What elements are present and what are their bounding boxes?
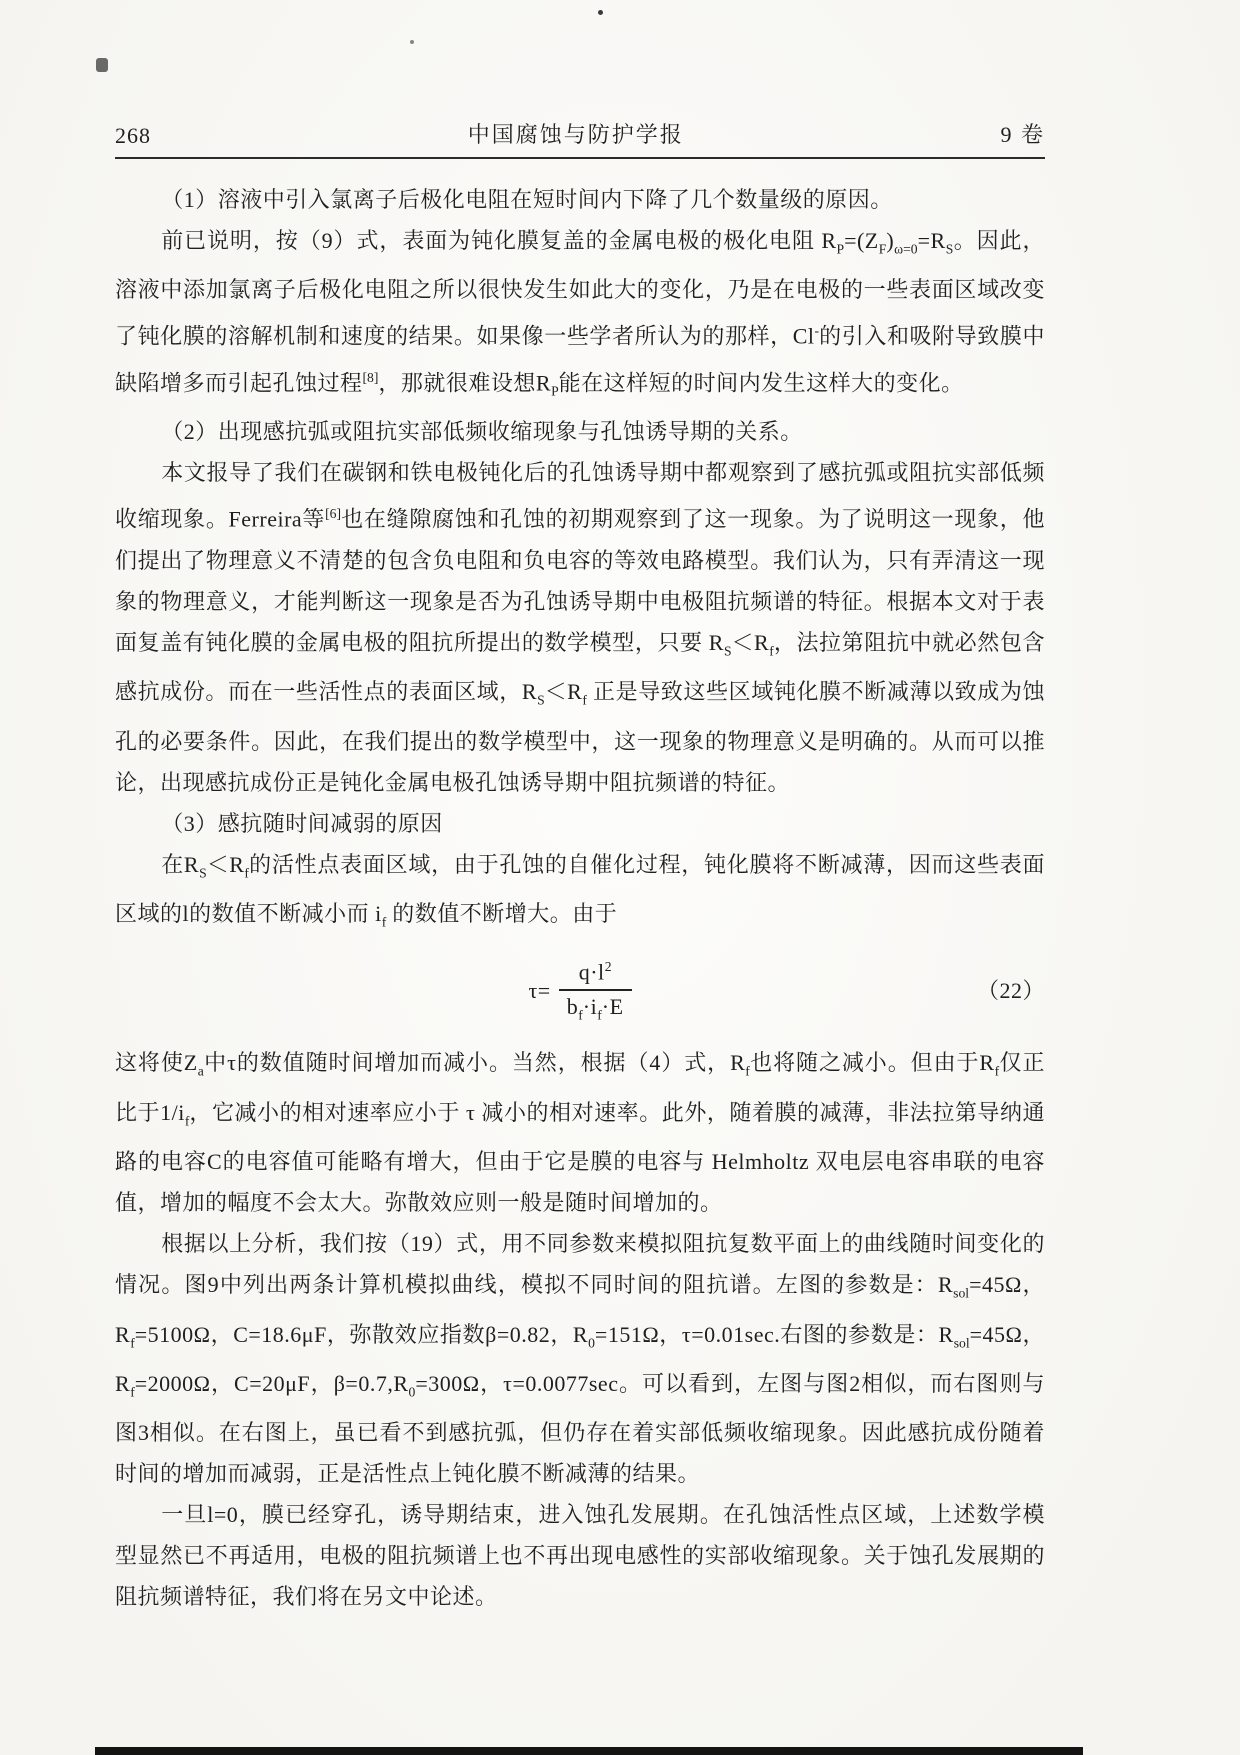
- equation-fraction: [559, 959, 632, 1023]
- scan-speck: [410, 40, 414, 44]
- paragraph: 本文报导了我们在碳钢和铁电极钝化后的孔蚀诱导期中都观察到了感抗弧或阻抗实部低频收缩现象。Ferreira等[6]也在缝隙腐蚀和孔蚀的初期观察到了这一现象。为了说明这一现象，他们提出了物理意义不清楚的包含负电阻和负电容的等效电路模型。我们认为，只有弄清这一现象的物理意义，才能判断这一现象是否为孔蚀诱导期中电极阻抗频谱的特征。根据本文对于表面复盖有钝化膜的金属电极的阻抗所提出的数学模型，只要 $R_S<R_f$，法拉第阻抗中就必然包含感抗成份。而在一些活性点的表面区域，$R_S<R_f$ 正是导致这些区域钝化膜不断减薄以致成为蚀孔的必要条件。因此，在我们提出的数学模型中，这一现象的物理意义是明确的。从而可以推论，出现感抗成份正是钝化金属电极孔蚀诱导期中阻抗频谱的特征。: [115, 460, 1045, 795]
- paragraph: （1）溶液中引入氯离子后极化电阻在短时间内下降了几个数量级的原因。: [161, 187, 893, 212]
- paragraph: 一旦l=0，膜已经穿孔，诱导期结束，进入蚀孔发展期。在孔蚀活性点区域，上述数学模型显然已不再适用，电极的阻抗频谱上也不再出现电感性的实部收缩现象。关于蚀孔发展期的阻抗频谱特征，我们将在另文中论述。: [115, 1502, 1045, 1610]
- equation-lhs: τ=: [528, 978, 551, 1004]
- article-body: [115, 179, 1045, 1617]
- equation-denominator: $b_f\cdot i_f\cdot E$: [566, 993, 624, 1023]
- paragraph: 前已说明，按（9）式，表面为钝化膜复盖的金属电极的极化电阻 $R_P=(Z_F)_{\omega=0}=R_S$。因此，溶液中添加氯离子后极化电阻之所以很快发生如此大的变化，乃是在电极的一些表面区域改变了钝化膜的溶解机制和速度的结果。如果像一些学者所认为的那样，Cl-的引入和吸附导致膜中缺陷增多而引起孔蚀过程[8]，那就很难设想$R_P$能在这样短的时间内发生这样大的变化。: [115, 228, 1045, 399]
- paragraph: 在$R_S<R_f$的活性点表面区域，由于孔蚀的自催化过程，钝化膜将不断减薄，因而这些表面区域的l的数值不断减小而 $i_f$ 的数值不断增大。由于: [115, 851, 1045, 930]
- paragraph: 根据以上分析，我们按（19）式，用不同参数来模拟阻抗复数平面上的曲线随时间变化的情况。图9中列出两条计算机模拟曲线，模拟不同时间的阻抗谱。左图的参数是：$R_{sol}=45\Omega$，$R_f=5100\Omega$，C=18.6μF，弥散效应指数β=0.82，$R_0=151\Omega$，τ=0.01sec.右图的参数是：$R_{sol}=45\Omega$，$R_f=2000\Omega$，C=20μF，$\beta=0.7,R_0=300\Omega$，τ=0.0077sec。可以看到，左图与图2相似，而右图则与图3相似。在右图上，虽已看不到感抗弧，但仍存在着实部低频收缩现象。因此感抗成份随着时间的增加而减弱，正是活性点上钝化膜不断减薄的结果。: [115, 1231, 1045, 1487]
- scan-edge-bar: [95, 1747, 1083, 1755]
- paragraph: 这将使$Z_a$中τ的数值随时间增加而减小。当然，根据（4）式，$R_f$也将随之减小。但由于$R_f$仅正比于$1/i_f$，它减小的相对速率应小于 τ 减小的相对速率。此外，随着膜的减薄，非法拉第导纳通路的电容C的电容值可能略有增大，但由于它是膜的电容与 Helmholtz 双电层电容串联的电容值，增加的幅度不会太大。弥散效应则一般是随时间增加的。: [115, 1050, 1046, 1216]
- volume-label: 9 卷: [1000, 122, 1045, 147]
- journal-title: 中国腐蚀与防护学报: [467, 122, 684, 147]
- equation-number: （22）: [976, 978, 1045, 1004]
- equation-22: [528, 959, 631, 1023]
- page-number: 268: [115, 123, 151, 148]
- page-header: [115, 118, 1045, 159]
- paragraph: （2）出现感抗弧或阻抗实部低频收缩现象与孔蚀诱导期的关系。: [161, 419, 803, 445]
- page-content: [115, 118, 1045, 1617]
- equation-numerator: $q\cdot l^2$: [559, 959, 632, 991]
- equation-block: [115, 952, 1045, 1030]
- paragraph: （3）感抗随时间减弱的原因: [161, 810, 443, 836]
- scan-speck: [96, 58, 108, 72]
- scan-speck: [598, 10, 603, 15]
